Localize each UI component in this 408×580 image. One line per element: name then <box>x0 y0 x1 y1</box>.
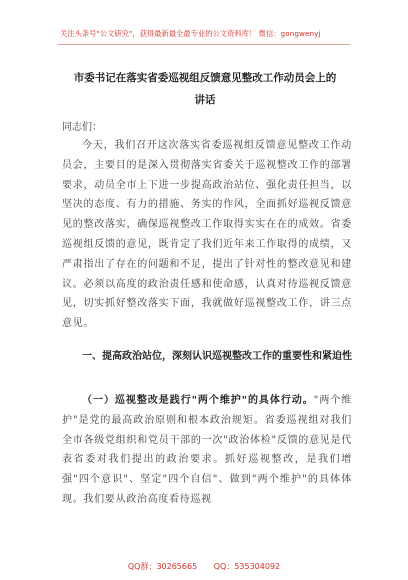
footer-qq-group: QQ群：30265665 <box>127 562 198 571</box>
section-heading-1: 一、提高政治站位，深刻认识巡视整改工作的重要性和紧迫性 <box>82 351 352 362</box>
header-banner: 关注头条号"公文研究"，获得最新最全最专业的公文资料库！ 微信：gongwenyj <box>60 29 321 38</box>
salutation: 同志们： <box>62 122 102 133</box>
footer-qq: QQ：535304092 <box>213 562 281 571</box>
paragraph-1: 今天，我们召开这次落实省委巡视组反馈意见整改工作动员会，主要目的是深入贯彻落实省委关于巡视整改工作的部署要求，动员全市上下进一步提高政治站位、强化责任担当，以坚决的态度、有力的措施、务实的作风，全面抓好巡视反馈意见的整改落实，确保巡视整改工作取得实实在在的成效。省委巡视组反馈的意见，既肯定了我们近年来工作取得的成绩，又严肃指出了存在的问题和不足，提出了针对性的整改意见和建议。必须以高度的政治责任感和使命感，认真对待巡视反馈意见，切实抓好整改落实下面，我就做好巡视整改工作，讲三点意见。 <box>62 140 352 330</box>
document-title <box>58 67 352 111</box>
footer-banner <box>0 561 408 572</box>
header-divider <box>58 44 350 45</box>
paragraph-2-body: "两个维护"是党的最高政治原则和根本政治规矩。省委巡视组对我们全市各级党组织和党员干部的一次"政治体检"反馈的意见是代表省委对我们提出的政治要求。抓好巡视整改，是我们增强"四个意识"、坚定"四个自信"、做到"两个维护"的具体体现。我们要从政治高度看待巡视 <box>62 395 352 505</box>
title-line-1: 市委书记在落实省委巡视组反馈意见整改工作动员会上的 <box>73 72 337 84</box>
subsection-heading-1: （一）巡视整改是践行"两个维护"的具体行动。 <box>82 395 314 406</box>
paragraph-2 <box>62 391 352 510</box>
title-line-2: 讲话 <box>194 94 216 106</box>
